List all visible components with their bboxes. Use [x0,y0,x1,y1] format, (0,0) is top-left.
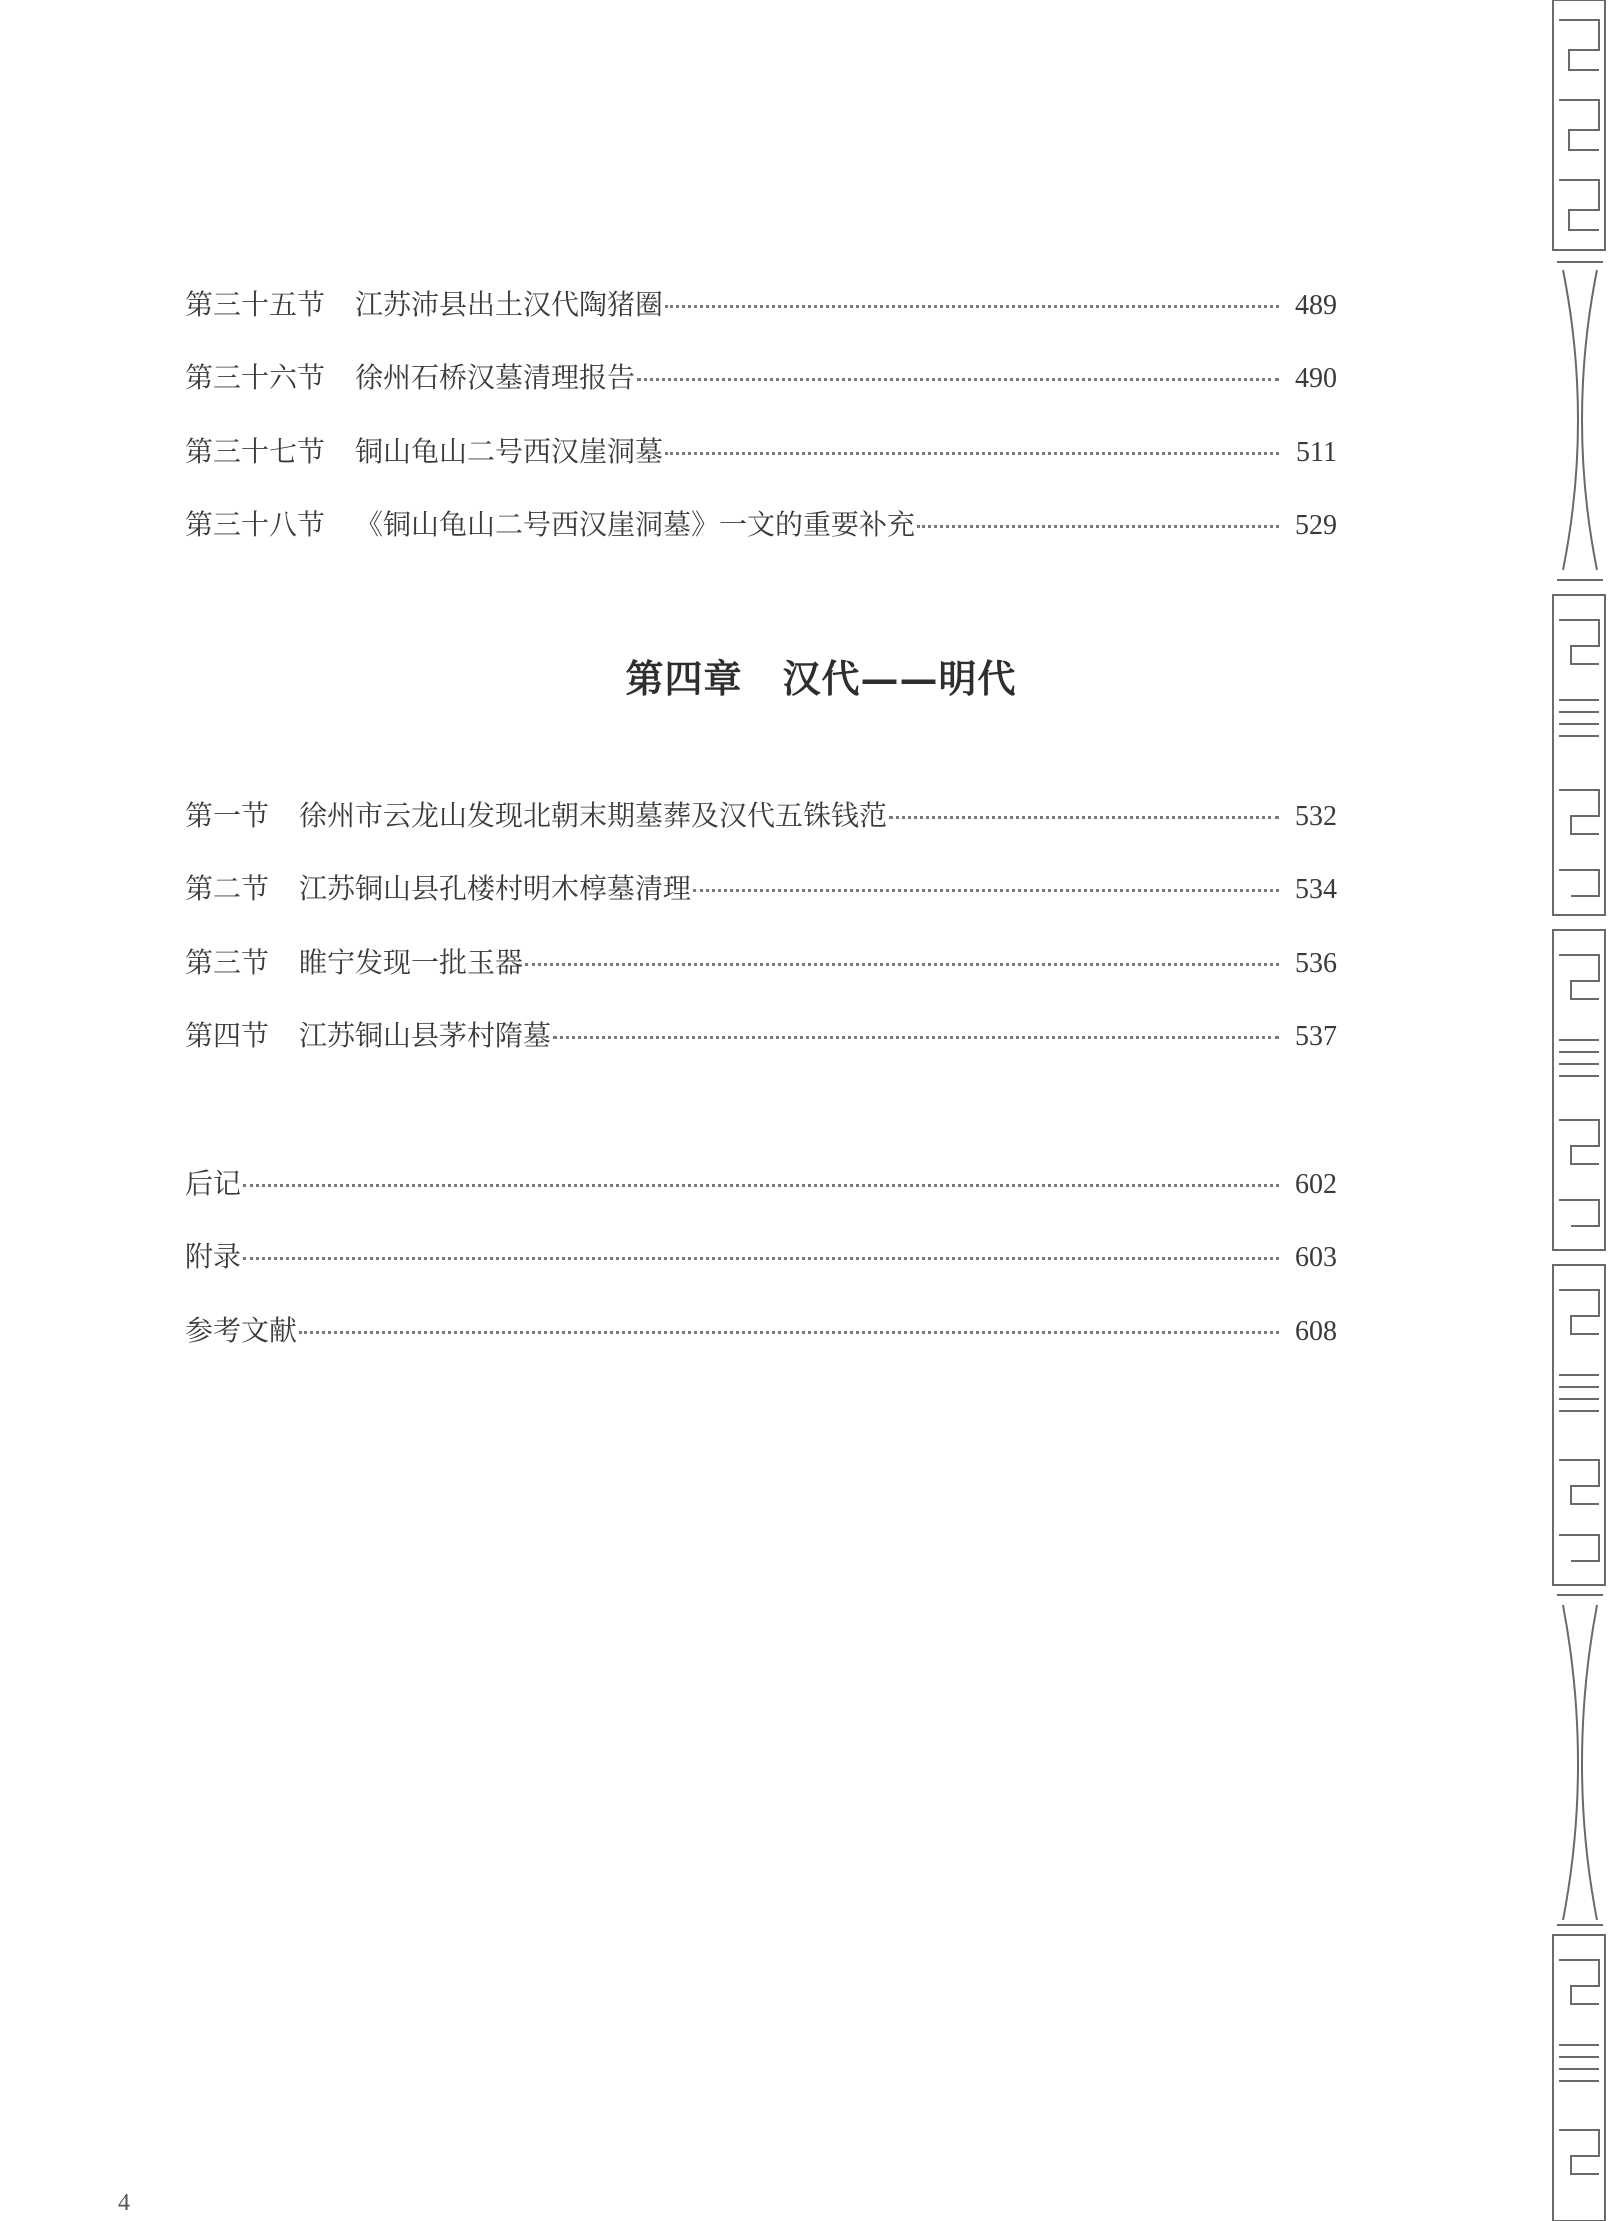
dot-leader [299,1331,1279,1334]
chapter-heading [185,648,1457,703]
toc-page-number: 511 [1296,436,1337,468]
decorative-border [1545,0,1609,2221]
toc-group-2 [185,796,1337,1089]
dot-leader [665,452,1279,455]
toc-page-number: 603 [1295,1242,1337,1274]
toc-group-1 [185,285,1337,578]
toc-section-label: 第二节 [185,872,270,906]
toc-page-number: 534 [1295,874,1337,906]
toc-entry[interactable] [185,1016,1337,1089]
dot-leader [693,889,1279,892]
dot-leader [665,305,1279,308]
toc-entry-appendix[interactable] [185,1237,1337,1310]
toc-entry[interactable] [185,505,1337,578]
dot-leader [917,525,1279,528]
dot-leader [889,816,1279,819]
chapter-title: 汉代——明代 [782,656,1017,701]
toc-entry-references[interactable] [185,1311,1337,1384]
toc-page-number: 608 [1295,1315,1337,1347]
toc-group-3 [185,1164,1337,1384]
toc-entry[interactable] [185,358,1337,431]
toc-entry[interactable] [185,285,1337,358]
toc-entry-title: 《铜山龟山二号西汉崖洞墓》一文的重要补充 [355,507,916,541]
toc-entry[interactable] [185,869,1337,942]
toc-page-number: 529 [1295,509,1337,541]
dot-leader [243,1184,1279,1187]
toc-entry-title: 睢宁发现一批玉器 [299,945,524,979]
chapter-number: 第四章 [625,656,743,701]
toc-entry[interactable] [185,432,1337,505]
toc-section-label: 第四节 [185,1018,270,1052]
toc-entry-title: 江苏沛县出土汉代陶猪圈 [355,288,664,321]
dot-leader [553,1036,1279,1039]
toc-entry-title: 徐州石桥汉墓清理报告 [355,361,636,395]
toc-section-label: 第三十六节 [185,361,326,395]
toc-page-number: 537 [1295,1020,1337,1052]
toc-page-number: 489 [1295,290,1337,321]
toc-section-label: 第一节 [185,799,270,832]
toc-section-label: 第三十八节 [185,507,326,541]
toc-entry-title: 铜山龟山二号西汉崖洞墓 [355,434,664,468]
page-number: 4 [118,2190,130,2216]
toc-page-number: 532 [1295,801,1337,832]
dot-leader [243,1257,1279,1260]
toc-entry[interactable] [185,796,1337,869]
dot-leader [637,378,1279,381]
toc-entry[interactable] [185,943,1337,1016]
toc-page-number: 602 [1295,1169,1337,1200]
toc-page-number: 490 [1295,363,1337,395]
toc-entry-title: 江苏铜山县茅村隋墓 [299,1018,552,1052]
toc-section-label: 第三十七节 [185,434,326,468]
toc-entry-title: 后记 [185,1167,242,1200]
toc-page-number: 536 [1295,947,1337,979]
toc-section-label: 第三十五节 [185,288,326,321]
toc-entry-title: 江苏铜山县孔楼村明木椁墓清理 [299,872,692,906]
toc-entry-title: 徐州市云龙山发现北朝末期墓葬及汉代五铢钱范 [299,799,888,832]
toc-entry-title: 附录 [185,1240,242,1274]
toc-entry-title: 参考文献 [185,1313,298,1347]
dot-leader [525,963,1279,966]
toc-section-label: 第三节 [185,945,270,979]
toc-entry-afterword[interactable] [185,1164,1337,1237]
